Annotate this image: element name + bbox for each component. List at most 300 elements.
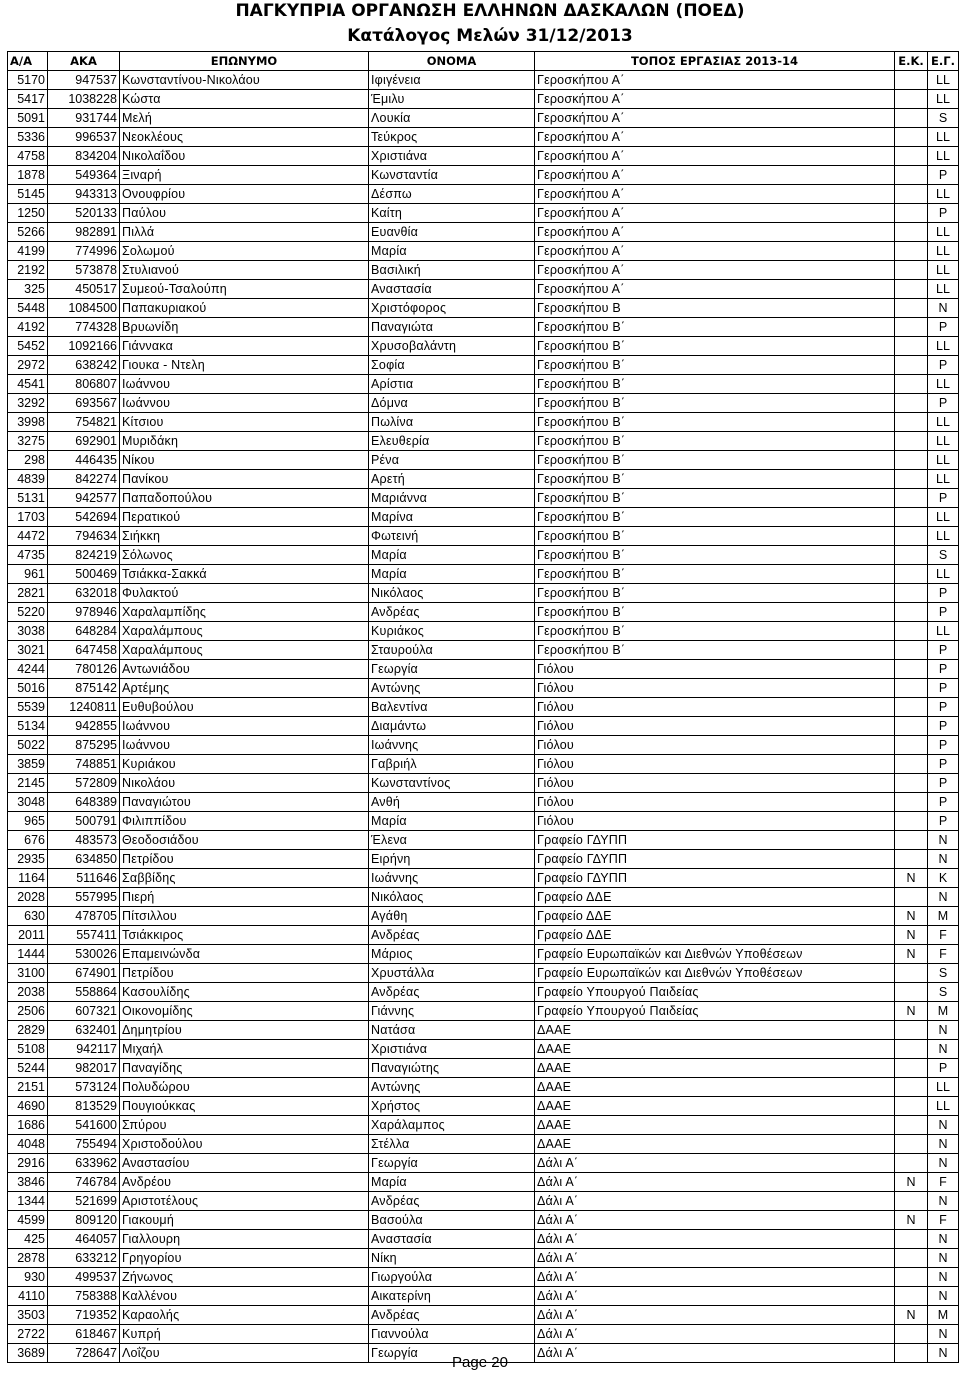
cell-ek — [895, 299, 928, 318]
cell-aa: 2878 — [8, 1249, 48, 1268]
table-row — [8, 1249, 959, 1268]
cell-ek — [895, 812, 928, 831]
cell-name: Τεύκρος — [369, 128, 535, 147]
cell-aa: 1686 — [8, 1116, 48, 1135]
cell-ek — [895, 603, 928, 622]
cell-name: Έμιλυ — [369, 90, 535, 109]
column-header-aa: Α/Α — [8, 52, 48, 71]
table-row — [8, 945, 959, 964]
cell-aka: 500469 — [48, 565, 120, 584]
cell-eg: P — [928, 793, 959, 812]
cell-aa: 1344 — [8, 1192, 48, 1211]
cell-surname: Δημητρίου — [120, 1021, 369, 1040]
cell-workplace: Γιόλου — [535, 660, 895, 679]
cell-aa: 4048 — [8, 1135, 48, 1154]
cell-ek — [895, 546, 928, 565]
cell-aka: 607321 — [48, 1002, 120, 1021]
cell-eg: LL — [928, 71, 959, 90]
table-row — [8, 679, 959, 698]
cell-workplace: Δάλι Α΄ — [535, 1249, 895, 1268]
document-subtitle — [0, 26, 960, 46]
cell-aka: 978946 — [48, 603, 120, 622]
table-row — [8, 394, 959, 413]
cell-aa: 2151 — [8, 1078, 48, 1097]
cell-eg: P — [928, 717, 959, 736]
cell-workplace: ΔΑΑΕ — [535, 1059, 895, 1078]
cell-aa: 4690 — [8, 1097, 48, 1116]
cell-aa: 5170 — [8, 71, 48, 90]
table-header-row — [8, 52, 959, 71]
cell-workplace: Γεροσκήπου Β΄ — [535, 641, 895, 660]
cell-surname: Ιωάννου — [120, 375, 369, 394]
cell-workplace: Γεροσκήπου Α΄ — [535, 185, 895, 204]
cell-workplace: Δάλι Α΄ — [535, 1230, 895, 1249]
cell-surname: Τσιάκκα-Σακκά — [120, 565, 369, 584]
cell-surname: Φυλακτού — [120, 584, 369, 603]
cell-ek — [895, 1021, 928, 1040]
table-row — [8, 318, 959, 337]
cell-aka: 755494 — [48, 1135, 120, 1154]
cell-surname: Στυλιανού — [120, 261, 369, 280]
cell-aa: 3048 — [8, 793, 48, 812]
cell-aka: 875295 — [48, 736, 120, 755]
cell-aka: 982017 — [48, 1059, 120, 1078]
cell-name: Γαβριήλ — [369, 755, 535, 774]
cell-aka: 748851 — [48, 755, 120, 774]
cell-surname: Χριστοδούλου — [120, 1135, 369, 1154]
cell-workplace: Γεροσκήπου Α΄ — [535, 128, 895, 147]
column-header-name: ΟΝΟΜΑ — [369, 52, 535, 71]
cell-eg: P — [928, 356, 959, 375]
cell-workplace: Γεροσκήπου Β΄ — [535, 622, 895, 641]
table-row — [8, 204, 959, 223]
cell-eg: N — [928, 1040, 959, 1059]
cell-aka: 719352 — [48, 1306, 120, 1325]
cell-surname: Παπαδοπούλου — [120, 489, 369, 508]
cell-workplace: Γεροσκήπου Β — [535, 299, 895, 318]
cell-aa: 2829 — [8, 1021, 48, 1040]
cell-eg: N — [928, 1021, 959, 1040]
cell-surname: Λοΐζου — [120, 1344, 369, 1363]
cell-eg: N — [928, 1325, 959, 1344]
cell-name: Νικόλαος — [369, 888, 535, 907]
cell-ek — [895, 641, 928, 660]
cell-surname: Χαραλάμπους — [120, 641, 369, 660]
cell-aa: 3292 — [8, 394, 48, 413]
cell-ek — [895, 1040, 928, 1059]
cell-aa: 5266 — [8, 223, 48, 242]
cell-ek: N — [895, 1306, 928, 1325]
cell-aka: 530026 — [48, 945, 120, 964]
table-row — [8, 888, 959, 907]
cell-surname: Πολυδώρου — [120, 1078, 369, 1097]
cell-aka: 806807 — [48, 375, 120, 394]
cell-aa: 1444 — [8, 945, 48, 964]
cell-name: Βασιλική — [369, 261, 535, 280]
cell-aa: 4110 — [8, 1287, 48, 1306]
cell-name: Ανδρέας — [369, 926, 535, 945]
cell-aka: 674901 — [48, 964, 120, 983]
cell-aka: 947537 — [48, 71, 120, 90]
table-row — [8, 907, 959, 926]
cell-name: Ρένα — [369, 451, 535, 470]
page-footer — [0, 1354, 960, 1371]
cell-ek — [895, 1192, 928, 1211]
document-title — [0, 1, 960, 21]
cell-eg: P — [928, 660, 959, 679]
cell-aa: 3846 — [8, 1173, 48, 1192]
cell-aka: 758388 — [48, 1287, 120, 1306]
cell-aka: 931744 — [48, 109, 120, 128]
table-row — [8, 1306, 959, 1325]
cell-eg: LL — [928, 432, 959, 451]
cell-aa: 5244 — [8, 1059, 48, 1078]
cell-surname: Σιήκκη — [120, 527, 369, 546]
cell-name: Αικατερίνη — [369, 1287, 535, 1306]
cell-eg: LL — [928, 185, 959, 204]
cell-workplace: Γραφείο ΔΔΕ — [535, 888, 895, 907]
cell-surname: Κώστα — [120, 90, 369, 109]
cell-workplace: Δάλι Α΄ — [535, 1211, 895, 1230]
cell-workplace: Γεροσκήπου Α΄ — [535, 242, 895, 261]
cell-ek — [895, 1325, 928, 1344]
cell-aka: 774328 — [48, 318, 120, 337]
cell-ek — [895, 185, 928, 204]
cell-ek — [895, 489, 928, 508]
cell-name: Διαμάντω — [369, 717, 535, 736]
cell-workplace: Γιόλου — [535, 793, 895, 812]
cell-surname: Αναστασίου — [120, 1154, 369, 1173]
cell-ek: N — [895, 1211, 928, 1230]
cell-eg: N — [928, 850, 959, 869]
table-row — [8, 299, 959, 318]
cell-workplace: Γεροσκήπου Β΄ — [535, 584, 895, 603]
cell-aka: 618467 — [48, 1325, 120, 1344]
table-row — [8, 508, 959, 527]
cell-aa: 630 — [8, 907, 48, 926]
cell-aka: 813529 — [48, 1097, 120, 1116]
cell-name: Ανδρέας — [369, 1192, 535, 1211]
table-row — [8, 831, 959, 850]
cell-ek — [895, 1230, 928, 1249]
cell-aa: 5452 — [8, 337, 48, 356]
cell-aka: 982891 — [48, 223, 120, 242]
cell-surname: Κωνσταντίνου-Νικολάου — [120, 71, 369, 90]
cell-eg: LL — [928, 128, 959, 147]
cell-eg: LL — [928, 337, 959, 356]
cell-surname: Σπύρου — [120, 1116, 369, 1135]
cell-surname: Γιάννακα — [120, 337, 369, 356]
table-row — [8, 1040, 959, 1059]
cell-aa: 5108 — [8, 1040, 48, 1059]
column-header-ek: Ε.Κ. — [895, 52, 928, 71]
table-row — [8, 1021, 959, 1040]
cell-name: Χριστόφορος — [369, 299, 535, 318]
cell-workplace: Γραφείο ΓΔΥΠΠ — [535, 850, 895, 869]
cell-aa: 1703 — [8, 508, 48, 527]
cell-ek: N — [895, 945, 928, 964]
cell-aa: 2038 — [8, 983, 48, 1002]
cell-workplace: Γεροσκήπου Β΄ — [535, 489, 895, 508]
cell-name: Αγάθη — [369, 907, 535, 926]
cell-surname: Κασουλίδης — [120, 983, 369, 1002]
cell-eg: S — [928, 983, 959, 1002]
table-row — [8, 926, 959, 945]
cell-aka: 483573 — [48, 831, 120, 850]
cell-surname: Αντωνιάδου — [120, 660, 369, 679]
cell-ek — [895, 831, 928, 850]
cell-aa: 3859 — [8, 755, 48, 774]
cell-ek — [895, 508, 928, 527]
table-row — [8, 71, 959, 90]
cell-ek — [895, 584, 928, 603]
cell-name: Γιαννούλα — [369, 1325, 535, 1344]
cell-ek — [895, 679, 928, 698]
cell-aka: 632401 — [48, 1021, 120, 1040]
cell-ek — [895, 755, 928, 774]
table-row — [8, 489, 959, 508]
cell-workplace: ΔΑΑΕ — [535, 1135, 895, 1154]
cell-name: Μαρία — [369, 242, 535, 261]
table-row — [8, 375, 959, 394]
cell-ek — [895, 698, 928, 717]
cell-aka: 500791 — [48, 812, 120, 831]
table-row — [8, 1192, 959, 1211]
cell-surname: Βρυωνίδη — [120, 318, 369, 337]
cell-ek — [895, 451, 928, 470]
cell-eg: LL — [928, 508, 959, 527]
cell-aka: 557411 — [48, 926, 120, 945]
cell-eg: N — [928, 1344, 959, 1363]
table-row — [8, 1002, 959, 1021]
members-table — [7, 51, 959, 1363]
cell-name: Χριστιάνα — [369, 1040, 535, 1059]
cell-aa: 4599 — [8, 1211, 48, 1230]
table-row — [8, 451, 959, 470]
table-row — [8, 755, 959, 774]
table-row — [8, 356, 959, 375]
cell-name: Έλενα — [369, 831, 535, 850]
cell-workplace: Γεροσκήπου Β΄ — [535, 470, 895, 489]
cell-aka: 943313 — [48, 185, 120, 204]
cell-aka: 557995 — [48, 888, 120, 907]
cell-surname: Πετρίδου — [120, 850, 369, 869]
cell-surname: Ανδρέου — [120, 1173, 369, 1192]
table-row — [8, 641, 959, 660]
cell-ek — [895, 1059, 928, 1078]
cell-aa: 5134 — [8, 717, 48, 736]
cell-surname: Σόλωνος — [120, 546, 369, 565]
cell-aka: 794634 — [48, 527, 120, 546]
table-row — [8, 337, 959, 356]
cell-name: Μάριος — [369, 945, 535, 964]
cell-surname: Σολωμού — [120, 242, 369, 261]
cell-surname: Περατικού — [120, 508, 369, 527]
cell-workplace: Γεροσκήπου Β΄ — [535, 318, 895, 337]
cell-name: Παναγιώτα — [369, 318, 535, 337]
cell-surname: Παναγιώτου — [120, 793, 369, 812]
cell-name: Αντώνης — [369, 679, 535, 698]
cell-workplace: ΔΑΑΕ — [535, 1097, 895, 1116]
cell-workplace: Γεροσκήπου Α΄ — [535, 280, 895, 299]
cell-eg: LL — [928, 622, 959, 641]
cell-name: Νατάσα — [369, 1021, 535, 1040]
column-header-workplace: ΤΟΠΟΣ ΕΡΓΑΣΙΑΣ 2013-14 — [535, 52, 895, 71]
cell-workplace: Δάλι Α΄ — [535, 1173, 895, 1192]
cell-aa: 676 — [8, 831, 48, 850]
cell-aa: 5220 — [8, 603, 48, 622]
cell-name: Χρήστος — [369, 1097, 535, 1116]
cell-aka: 842274 — [48, 470, 120, 489]
table-row — [8, 603, 959, 622]
cell-aka: 549364 — [48, 166, 120, 185]
cell-name: Νίκη — [369, 1249, 535, 1268]
cell-ek — [895, 527, 928, 546]
cell-workplace: Δάλι Α΄ — [535, 1306, 895, 1325]
cell-surname: Νικολάου — [120, 774, 369, 793]
cell-eg: P — [928, 679, 959, 698]
cell-name: Μαρία — [369, 546, 535, 565]
cell-eg: N — [928, 1230, 959, 1249]
table-row — [8, 964, 959, 983]
table-row — [8, 128, 959, 147]
cell-aa: 3689 — [8, 1344, 48, 1363]
cell-workplace: Γεροσκήπου Β΄ — [535, 546, 895, 565]
cell-ek: N — [895, 1173, 928, 1192]
cell-aka: 633212 — [48, 1249, 120, 1268]
cell-surname: Ζήνωνος — [120, 1268, 369, 1287]
cell-ek — [895, 1268, 928, 1287]
table-row — [8, 1211, 959, 1230]
cell-aa: 4244 — [8, 660, 48, 679]
cell-workplace: Γεροσκήπου Α΄ — [535, 166, 895, 185]
cell-aa: 298 — [8, 451, 48, 470]
cell-ek — [895, 1154, 928, 1173]
cell-workplace: Γεροσκήπου Α΄ — [535, 261, 895, 280]
column-header-surname: ΕΠΩΝΥΜΟ — [120, 52, 369, 71]
cell-aa: 961 — [8, 565, 48, 584]
cell-aka: 746784 — [48, 1173, 120, 1192]
cell-name: Κωνσταντία — [369, 166, 535, 185]
cell-surname: Επαμεινώνδα — [120, 945, 369, 964]
table-row — [8, 546, 959, 565]
cell-ek — [895, 280, 928, 299]
cell-ek — [895, 394, 928, 413]
table-row — [8, 1325, 959, 1344]
cell-aa: 5336 — [8, 128, 48, 147]
table-body — [8, 71, 959, 1363]
cell-name: Παναγιώτης — [369, 1059, 535, 1078]
cell-aka: 693567 — [48, 394, 120, 413]
cell-surname: Γιουκα - Ντελη — [120, 356, 369, 375]
cell-workplace: Γεροσκήπου Β΄ — [535, 375, 895, 394]
table-row — [8, 869, 959, 888]
cell-aa: 2935 — [8, 850, 48, 869]
cell-eg: P — [928, 603, 959, 622]
cell-ek — [895, 90, 928, 109]
cell-name: Αναστασία — [369, 1230, 535, 1249]
table-row — [8, 584, 959, 603]
table-row — [8, 185, 959, 204]
cell-name: Αναστασία — [369, 280, 535, 299]
table-row — [8, 261, 959, 280]
document-subtitle-text: Κατάλογος Μελών 31/12/2013 — [347, 26, 633, 46]
cell-aa: 2011 — [8, 926, 48, 945]
cell-aa: 5091 — [8, 109, 48, 128]
document-title-text: ΠΑΓΚΥΠΡΙΑ ΟΡΓΑΝΩΣΗ ΕΛΛΗΝΩΝ ΔΑΣΚΑΛΩΝ (ΠΟΕΔ) — [235, 1, 745, 21]
cell-eg: N — [928, 1154, 959, 1173]
cell-workplace: Γεροσκήπου Α΄ — [535, 109, 895, 128]
cell-ek — [895, 261, 928, 280]
cell-name: Γιωργούλα — [369, 1268, 535, 1287]
cell-eg: S — [928, 109, 959, 128]
cell-ek — [895, 223, 928, 242]
column-header-eg: Ε.Γ. — [928, 52, 959, 71]
cell-surname: Γρηγορίου — [120, 1249, 369, 1268]
cell-workplace: Γιόλου — [535, 736, 895, 755]
cell-ek — [895, 318, 928, 337]
cell-eg: S — [928, 964, 959, 983]
cell-aka: 521699 — [48, 1192, 120, 1211]
cell-aa: 5131 — [8, 489, 48, 508]
cell-name: Χαράλαμπος — [369, 1116, 535, 1135]
cell-eg: M — [928, 907, 959, 926]
cell-ek — [895, 888, 928, 907]
cell-surname: Πιερή — [120, 888, 369, 907]
table-row — [8, 1268, 959, 1287]
cell-ek — [895, 1287, 928, 1306]
cell-surname: Ονουφρίου — [120, 185, 369, 204]
table-row — [8, 565, 959, 584]
cell-ek — [895, 660, 928, 679]
cell-workplace: Γεροσκήπου Β΄ — [535, 527, 895, 546]
cell-name: Αντώνης — [369, 1078, 535, 1097]
cell-aka: 541600 — [48, 1116, 120, 1135]
cell-eg: N — [928, 1287, 959, 1306]
cell-eg: F — [928, 1211, 959, 1230]
table-row — [8, 1154, 959, 1173]
cell-ek — [895, 1097, 928, 1116]
cell-ek — [895, 565, 928, 584]
cell-eg: N — [928, 1116, 959, 1135]
table-row — [8, 109, 959, 128]
cell-name: Ευανθία — [369, 223, 535, 242]
cell-eg: P — [928, 641, 959, 660]
cell-aka: 520133 — [48, 204, 120, 223]
cell-eg: LL — [928, 1078, 959, 1097]
cell-name: Σοφία — [369, 356, 535, 375]
table-row — [8, 147, 959, 166]
cell-aka: 692901 — [48, 432, 120, 451]
table-row — [8, 470, 959, 489]
cell-aa: 3998 — [8, 413, 48, 432]
cell-aa: 930 — [8, 1268, 48, 1287]
cell-aka: 572809 — [48, 774, 120, 793]
cell-surname: Μυριδάκη — [120, 432, 369, 451]
cell-aka: 809120 — [48, 1211, 120, 1230]
cell-aka: 558864 — [48, 983, 120, 1002]
cell-name: Χρυστάλλα — [369, 964, 535, 983]
cell-name: Ανθή — [369, 793, 535, 812]
cell-aa: 965 — [8, 812, 48, 831]
cell-aa: 4192 — [8, 318, 48, 337]
cell-aa: 5022 — [8, 736, 48, 755]
cell-eg: N — [928, 299, 959, 318]
table-row — [8, 1059, 959, 1078]
cell-aa: 3021 — [8, 641, 48, 660]
cell-aka: 780126 — [48, 660, 120, 679]
cell-surname: Κυριάκου — [120, 755, 369, 774]
